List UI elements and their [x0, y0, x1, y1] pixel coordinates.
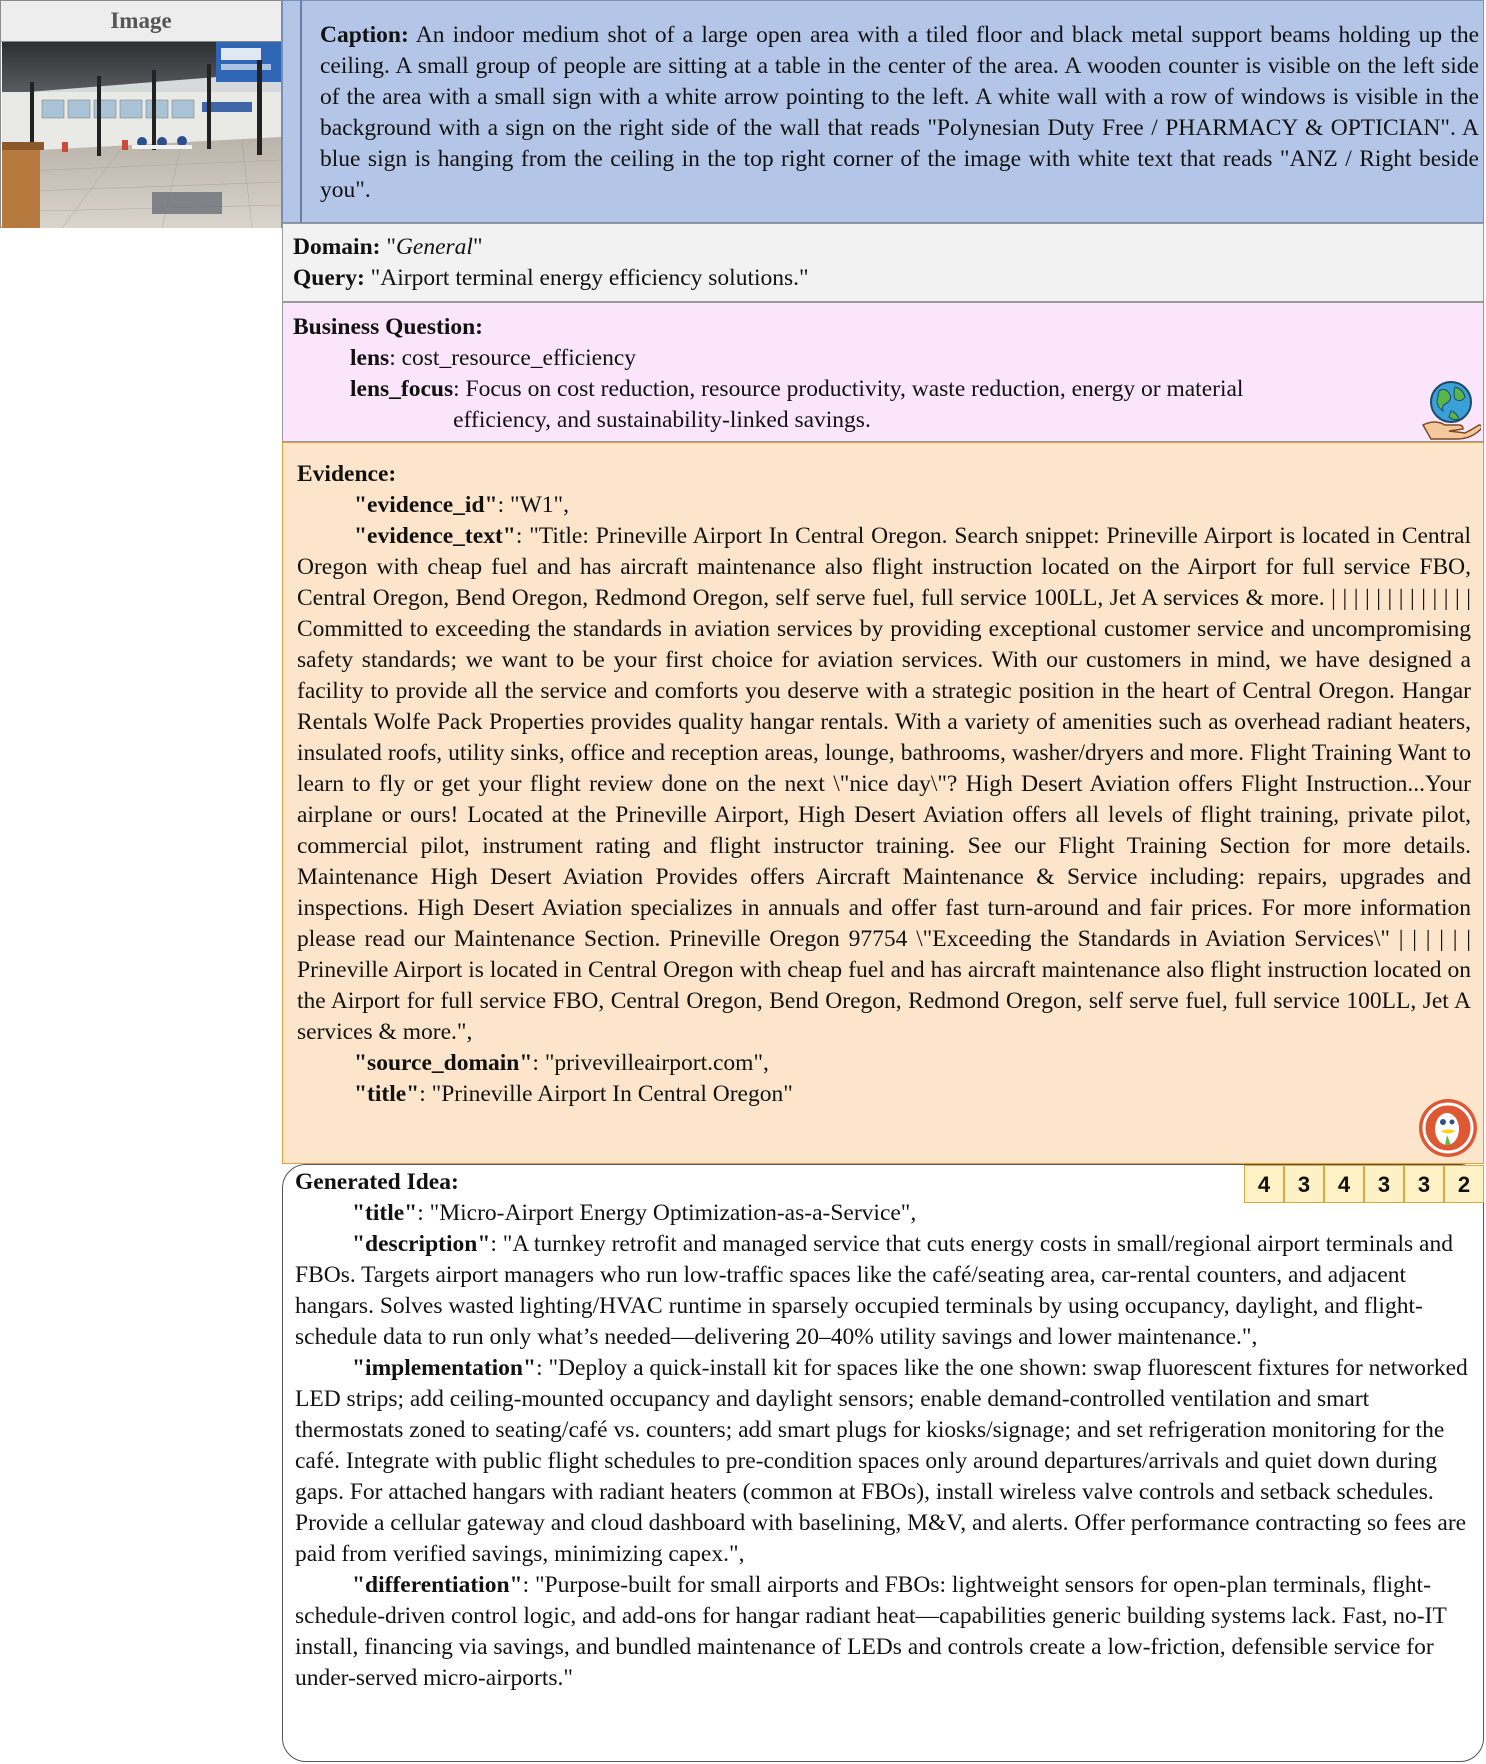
evidence-text-key: "evidence_text" — [354, 523, 516, 549]
evidence-title-key: "title" — [354, 1081, 420, 1107]
domain-label: Domain: — [293, 234, 381, 260]
score-cell: 3 — [1364, 1165, 1404, 1203]
source-domain-key: "source_domain" — [354, 1050, 533, 1076]
duckduckgo-icon — [1417, 1097, 1479, 1159]
lens-focus-key: lens_focus — [350, 376, 454, 402]
business-question-label: Business Question: — [293, 314, 484, 340]
evidence-id-line — [297, 490, 1471, 521]
lens-value: : cost_resource_efficiency — [389, 345, 637, 371]
image-panel — [0, 0, 282, 228]
evidence-text-line — [297, 521, 1471, 1048]
generated-idea-label: Generated Idea: — [295, 1169, 459, 1195]
idea-title-key: "title" — [352, 1200, 418, 1226]
domain-value: General — [395, 234, 473, 260]
idea-differentiation-line — [295, 1570, 1475, 1694]
evidence-label: Evidence: — [297, 461, 397, 487]
lens-focus-value: : Focus on cost reduction, resource productivity, waste reduction, energy or material efficiency, and sustainability-linked savings. — [453, 376, 1244, 433]
score-cell: 3 — [1404, 1165, 1444, 1203]
evidence-title-value: : "Prineville Airport In Central Oregon" — [419, 1081, 793, 1107]
idea-implementation-key: "implementation" — [352, 1355, 537, 1381]
evidence-panel — [282, 442, 1484, 1164]
earth-hand-icon — [1421, 377, 1481, 441]
idea-implementation-line — [295, 1353, 1475, 1570]
evidence-id-value: : "W1", — [497, 492, 569, 518]
source-domain-line — [297, 1048, 1471, 1079]
query-value: "Airport terminal energy efficiency solutions." — [370, 265, 809, 291]
idea-description-line — [295, 1229, 1475, 1353]
caption-text: An indoor medium shot of a large open area with a tiled floor and black metal support beams holding up the ceiling. A small group of people are sitting at a table in the center of the area. A wooden counter is visible on the left side of the area with a small sign with a white arrow pointing to the left. A white wall with a row of windows is visible in the background with a sign on the right side of the wall that reads "Polynesian Duty Free / PHARMACY & OPTICIAN". A blue sign is hanging from the ceiling in the top right corner of the image with white text that reads "ANZ / Right beside you". — [320, 22, 1479, 203]
idea-implementation-value: : "Deploy a quick-install kit for spaces like the one shown: swap fluorescent fixtures for networked LED strips; add ceiling-mounted occupancy and daylight sensors; enable demand-controlled ventilation and smart thermostats zoned to seating/café vs. counters; add smart plugs for kiosks/signage; and set refrigeration monitoring for the café. Integrate with public flight schedules to pre-condition spaces only around departures/arrivals and quiet down during gaps. For attached hangars with radiant heaters (common at FBOs), install wireless valve controls and setback schedules. Provide a cellular gateway and cloud dashboard with baselining, M&V, and alerts. Offer performance contracting so fees are paid from verified savings, minimizing capex.", — [295, 1355, 1468, 1567]
score-cell: 4 — [1324, 1165, 1364, 1203]
business-question-panel — [282, 302, 1484, 442]
generated-idea-panel — [282, 1164, 1484, 1762]
evidence-text-value: : "Title: Prineville Airport In Central Oregon. Search snippet: Prineville Airport is located in Central Oregon with cheap fuel and has aircraft maintenance also flight instruction located on the Airport for full service FBO, Central Oregon, Bend Oregon, Redmond Oregon, self serve fuel, full service 100LL, Jet A services & more. | | | | | | | | | | | | | Committed to exceeding the standards in aviation services by providing exceptional customer service and uncompromising safety standards; we want to be your first choice for aviation services. With our customers in mind, we have designed a facility to provide all the service and comforts you deserve with a strategic position in the heart of Central Oregon. Hangar Rentals Wolfe Pack Properties provides quality hangar rentals. With a variety of amenities such as overhead radiant heaters, insulated roofs, utility sinks, office and reception areas, lounge, bathrooms, washer/dryers and more. Flight Training Want to learn to fly or get your flight review done on the next \"nice day\"? High Desert Aviation offers Flight Instruction...Your airplane or ours! Located at the Prineville Airport, High Desert Aviation offers all levels of flight training, private pilot, commercial pilot, instrument rating and flight instructor training. See our Flight Training Section for more details. Maintenance High Desert Aviation Provides offers Aircraft Maintenance & Service including: repairs, upgrades and inspections. High Desert Aviation specializes in annuals and offer fast turn-around and fair prices. For more information please read our Maintenance Section. Prineville Oregon 97754 \"Exceeding the Standards in Aviation Services\" | | | | | | Prineville Airport is located in Central Oregon with cheap fuel and has aircraft maintenance also flight instruction located on the Airport for full service FBO, Central Oregon, Bend Oregon, Redmond Oregon, self serve fuel, full service 100LL, Jet A services & more.", — [297, 523, 1471, 1045]
source-domain-value: : "privevilleairport.com", — [532, 1050, 769, 1076]
evidence-id-key: "evidence_id" — [354, 492, 498, 518]
score-row — [1244, 1165, 1484, 1203]
lens-focus-line — [293, 374, 1473, 436]
lens-key: lens — [350, 345, 390, 371]
idea-description-key: "description" — [352, 1231, 491, 1257]
idea-description-value: : "A turnkey retrofit and managed service that cuts energy costs in small/regional airport terminals and FBOs. Targets airport managers who run low-traffic spaces like the café/seating area, car-rental counters, and adjacent hangars. Solves wasted lighting/HVAC runtime in sparsely occupied terminals by using occupancy, daylight, and flight-schedule data to run only what’s needed—delivering 20–40% utility savings and lower maintenance.", — [295, 1231, 1453, 1350]
caption-label: Caption: — [320, 22, 409, 48]
domain-query-panel — [282, 223, 1484, 302]
evidence-title-line — [297, 1079, 1471, 1110]
image-header: Image — [1, 1, 281, 42]
caption-panel — [282, 0, 1484, 223]
lens-line — [293, 343, 1473, 374]
query-line — [293, 263, 1473, 294]
domain-line: Domain: "General" — [293, 234, 483, 260]
idea-differentiation-key: "differentiation" — [352, 1572, 523, 1598]
query-label: Query: — [293, 265, 365, 291]
idea-title-value: : "Micro-Airport Energy Optimization-as-a-Service", — [417, 1200, 917, 1226]
idea-differentiation-value: : "Purpose-built for small airports and FBOs: lightweight sensors for open-plan terminals, flight-schedule-driven control logic, and add-ons for hangar radiant heat—capabilities generic building systems lack. Fast, no-IT install, financing via savings, and bundled maintenance of LEDs and controls create a low-friction, defensible service for under-served micro-airports." — [295, 1572, 1447, 1691]
score-cell: 4 — [1244, 1165, 1284, 1203]
score-cell: 3 — [1284, 1165, 1324, 1203]
airport-terminal-photo — [2, 42, 281, 228]
score-cell: 2 — [1444, 1165, 1484, 1203]
